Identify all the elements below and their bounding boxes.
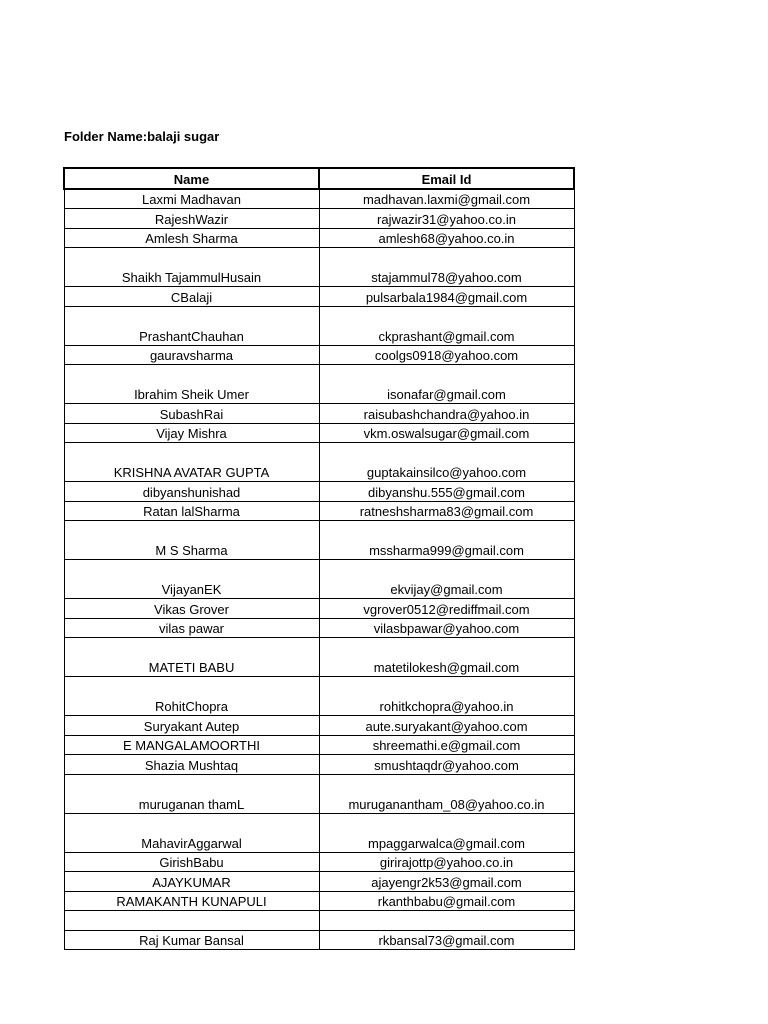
table-row: [64, 735, 574, 755]
cell-email: rkanthbabu@gmail.com: [319, 891, 574, 911]
cell-name: Laxmi Madhavan: [64, 189, 319, 209]
cell-email: dibyanshu.555@gmail.com: [319, 482, 574, 502]
table-row: [64, 423, 574, 443]
cell-email: vgrover0512@rediffmail.com: [319, 599, 574, 619]
cell-name: RajeshWazir: [64, 209, 319, 229]
column-header-email: Email Id: [319, 168, 574, 189]
table-row: [64, 891, 574, 911]
cell-name: Amlesh Sharma: [64, 228, 319, 248]
cell-email: ckprashant@gmail.com: [319, 306, 574, 345]
cell-email: ajayengr2k53@gmail.com: [319, 872, 574, 892]
cell-email: [319, 911, 574, 931]
cell-email: isonafar@gmail.com: [319, 365, 574, 404]
cell-name: Ibrahim Sheik Umer: [64, 365, 319, 404]
cell-name: E MANGALAMOORTHI: [64, 735, 319, 755]
table-row: [64, 599, 574, 619]
table-row: [64, 306, 574, 345]
cell-email: ekvijay@gmail.com: [319, 560, 574, 599]
cell-email: coolgs0918@yahoo.com: [319, 345, 574, 365]
cell-name: gauravsharma: [64, 345, 319, 365]
table-row: [64, 443, 574, 482]
cell-email: smushtaqdr@yahoo.com: [319, 755, 574, 775]
table-row: [64, 228, 574, 248]
cell-name: Vijay Mishra: [64, 423, 319, 443]
table-row: [64, 365, 574, 404]
cell-email: madhavan.laxmi@gmail.com: [319, 189, 574, 209]
cell-email: pulsarbala1984@gmail.com: [319, 287, 574, 307]
cell-name: [64, 911, 319, 931]
cell-name: PrashantChauhan: [64, 306, 319, 345]
cell-name: Shazia Mushtaq: [64, 755, 319, 775]
cell-email: guptakainsilco@yahoo.com: [319, 443, 574, 482]
table-row: [64, 189, 574, 209]
cell-email: shreemathi.e@gmail.com: [319, 735, 574, 755]
table-row: [64, 618, 574, 638]
cell-name: KRISHNA AVATAR GUPTA: [64, 443, 319, 482]
table-row: [64, 872, 574, 892]
cell-name: MATETI BABU: [64, 638, 319, 677]
table-row: [64, 677, 574, 716]
table-row: [64, 911, 574, 931]
cell-name: RohitChopra: [64, 677, 319, 716]
table-row: [64, 774, 574, 813]
table-row: [64, 501, 574, 521]
cell-name: Raj Kumar Bansal: [64, 930, 319, 950]
cell-name: Vikas Grover: [64, 599, 319, 619]
cell-name: Suryakant Autep: [64, 716, 319, 736]
table-row: [64, 345, 574, 365]
cell-email: ratneshsharma83@gmail.com: [319, 501, 574, 521]
table-row: [64, 716, 574, 736]
table-row: [64, 521, 574, 560]
cell-email: vkm.oswalsugar@gmail.com: [319, 423, 574, 443]
cell-email: vilasbpawar@yahoo.com: [319, 618, 574, 638]
table-row: [64, 404, 574, 424]
table-row: [64, 930, 574, 950]
table-row: [64, 482, 574, 502]
table-row: [64, 813, 574, 852]
cell-name: RAMAKANTH KUNAPULI: [64, 891, 319, 911]
table-header-row: [64, 168, 574, 189]
table-row: [64, 755, 574, 775]
cell-name: VijayanEK: [64, 560, 319, 599]
cell-email: muruganantham_08@yahoo.co.in: [319, 774, 574, 813]
cell-name: muruganan thamL: [64, 774, 319, 813]
cell-name: SubashRai: [64, 404, 319, 424]
table-row: [64, 248, 574, 287]
cell-name: Shaikh TajammulHusain: [64, 248, 319, 287]
cell-email: mssharma999@gmail.com: [319, 521, 574, 560]
cell-name: dibyanshunishad: [64, 482, 319, 502]
table-row: [64, 209, 574, 229]
cell-email: amlesh68@yahoo.co.in: [319, 228, 574, 248]
cell-email: mpaggarwalca@gmail.com: [319, 813, 574, 852]
folder-title: Folder Name:balaji sugar: [64, 129, 220, 144]
table-row: [64, 287, 574, 307]
cell-email: girirajottp@yahoo.co.in: [319, 852, 574, 872]
table-row: [64, 852, 574, 872]
cell-email: rkbansal73@gmail.com: [319, 930, 574, 950]
cell-name: vilas pawar: [64, 618, 319, 638]
cell-name: CBalaji: [64, 287, 319, 307]
table-row: [64, 638, 574, 677]
cell-email: matetilokesh@gmail.com: [319, 638, 574, 677]
cell-email: raisubashchandra@yahoo.in: [319, 404, 574, 424]
cell-email: rohitkchopra@yahoo.in: [319, 677, 574, 716]
cell-name: AJAYKUMAR: [64, 872, 319, 892]
cell-name: MahavirAggarwal: [64, 813, 319, 852]
cell-name: GirishBabu: [64, 852, 319, 872]
cell-email: aute.suryakant@yahoo.com: [319, 716, 574, 736]
table-body: [64, 189, 574, 950]
cell-email: rajwazir31@yahoo.co.in: [319, 209, 574, 229]
cell-name: Ratan lalSharma: [64, 501, 319, 521]
cell-email: stajammul78@yahoo.com: [319, 248, 574, 287]
contact-table: [63, 167, 575, 950]
column-header-name: Name: [64, 168, 319, 189]
cell-name: M S Sharma: [64, 521, 319, 560]
table-row: [64, 560, 574, 599]
